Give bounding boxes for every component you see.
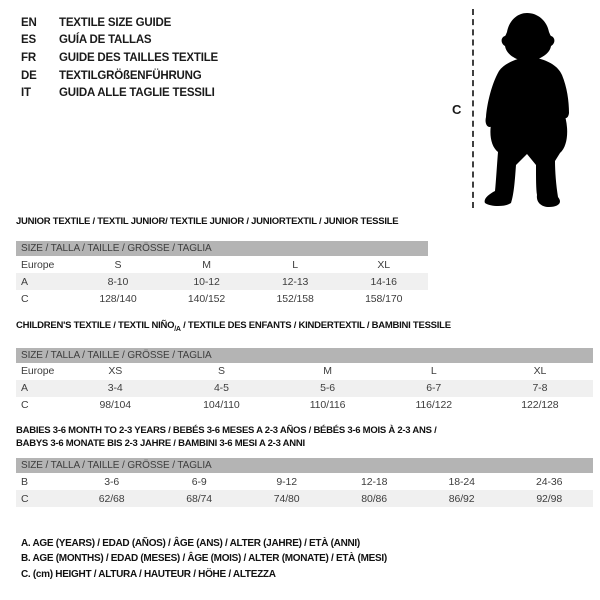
babies-title-line1: BABIES 3-6 MONTH TO 2-3 YEARS / BEBÉS 3-6 MESES A 2-3 AÑOS / BÉBÉS 3-6 MOIS À 2-3 ANS /	[16, 425, 437, 436]
cell: XL	[533, 365, 547, 378]
cell: M	[323, 365, 332, 378]
babies-size-header-bar	[16, 458, 593, 473]
row-label: Europe	[21, 258, 55, 271]
lang-code-it: IT	[21, 87, 31, 100]
lang-label-en: TEXTILE SIZE GUIDE	[59, 16, 172, 29]
lang-code-en: EN	[21, 16, 37, 29]
row-label: A	[16, 273, 74, 290]
cell: 12-13	[251, 273, 340, 290]
cell: 8-10	[74, 273, 163, 290]
cell: 116/122	[415, 399, 452, 412]
lang-code-de: DE	[21, 69, 37, 82]
babies-size-header-label: SIZE / TALLA / TAILLE / GRÖSSE / TAGLIA	[16, 458, 593, 473]
cell: 86/92	[418, 490, 506, 507]
cell: 122/128	[521, 399, 559, 412]
height-measure-dashed-line	[472, 9, 474, 208]
row-label: A	[16, 380, 62, 397]
lang-label-it: GUIDA ALLE TAGLIE TESSILI	[59, 87, 215, 100]
height-marker-label: C	[452, 102, 462, 117]
junior-table-title: JUNIOR TEXTILE / TEXTIL JUNIOR/ TEXTILE JUNIOR / JUNIORTEXTIL / JUNIOR TESSILE	[16, 216, 399, 227]
cell: 110/116	[309, 399, 346, 412]
lang-label-es: GUÍA DE TALLAS	[59, 34, 152, 47]
table-row	[16, 273, 428, 290]
table-row	[16, 397, 593, 414]
table-row	[16, 256, 428, 273]
children-size-header-bar	[16, 348, 593, 363]
lang-label-fr: GUIDE DES TAILLES TEXTILE	[59, 51, 218, 64]
cell: 74/80	[243, 490, 331, 507]
baby-silhouette-image	[481, 9, 573, 209]
babies-size-table	[16, 458, 593, 507]
row-label: C	[21, 292, 29, 305]
table-row	[16, 490, 593, 507]
children-title-subscript: /A	[174, 325, 181, 333]
babies-size-table-section	[16, 424, 593, 507]
row-label: C	[16, 490, 68, 507]
cell: 10-12	[162, 273, 251, 290]
cell: 140/152	[187, 292, 226, 305]
cell: L	[292, 258, 298, 271]
cell: 14-16	[339, 273, 428, 290]
table-row	[16, 290, 428, 307]
table-row	[16, 363, 593, 380]
legend-line-a: A. AGE (YEARS) / EDAD (AÑOS) / ÂGE (ANS) / ALTER (JAHRE) / ETÀ (ANNI)	[21, 538, 360, 549]
cell: 62/68	[68, 490, 156, 507]
junior-size-table-section	[16, 215, 428, 307]
lang-row-en	[21, 14, 218, 32]
row-label: C	[21, 399, 29, 412]
table-row	[16, 473, 593, 490]
children-size-table-section	[16, 319, 593, 414]
junior-size-table	[16, 241, 428, 307]
children-title-post: / TEXTILE DES ENFANTS / KINDERTEXTIL / BAMBINI TESSILE	[180, 320, 451, 331]
measurement-legend	[21, 536, 387, 582]
cell: 152/158	[276, 292, 314, 305]
cell: 9-12	[276, 475, 297, 488]
babies-title-line2: BABYS 3-6 MONATE BIS 2-3 JAHRE / BAMBINI 3-6 MESI A 2-3 ANNI	[16, 438, 305, 449]
cell: 18-24	[448, 475, 475, 488]
cell: M	[202, 258, 211, 271]
children-title-pre: CHILDREN'S TEXTILE / TEXTIL NIÑO	[16, 320, 175, 331]
cell: XL	[377, 258, 391, 271]
lang-row-fr	[21, 49, 218, 67]
cell: 5-6	[274, 380, 380, 397]
cell: S	[114, 258, 122, 271]
babies-table-title	[16, 424, 593, 450]
row-label: B	[21, 475, 28, 488]
cell: 24-36	[536, 475, 563, 488]
children-table-title	[16, 319, 593, 336]
cell: 3-6	[104, 475, 120, 488]
cell: 158/170	[365, 292, 403, 305]
row-label: Europe	[21, 365, 55, 378]
cell: 92/98	[505, 490, 593, 507]
junior-size-header-label: SIZE / TALLA / TAILLE / GRÖSSE / TAGLIA	[16, 241, 428, 256]
cell: 4-5	[168, 380, 274, 397]
cell: 6-7	[381, 380, 487, 397]
lang-label-de: TEXTILGRÖßENFÜHRUNG	[59, 69, 202, 82]
junior-size-header-bar	[16, 241, 428, 256]
cell: 6-9	[191, 475, 207, 488]
children-size-header-label: SIZE / TALLA / TAILLE / GRÖSSE / TAGLIA	[16, 348, 593, 363]
legend-line-b: B. AGE (MONTHS) / EDAD (MESES) / ÂGE (MOIS) / ALTER (MONATE) / ETÀ (MESI)	[21, 553, 387, 565]
cell: L	[430, 365, 437, 378]
language-title-list	[21, 14, 218, 102]
lang-row-es	[21, 32, 218, 50]
lang-code-es: ES	[21, 34, 36, 47]
cell: 128/140	[99, 292, 137, 305]
lang-code-fr: FR	[21, 51, 36, 64]
table-row	[16, 380, 593, 397]
cell: XS	[108, 365, 123, 378]
lang-row-de	[21, 67, 218, 85]
lang-row-it	[21, 84, 218, 102]
cell: 12-18	[360, 475, 388, 488]
cell: S	[217, 365, 225, 378]
cell: 80/86	[330, 490, 418, 507]
cell: 98/104	[99, 399, 131, 412]
cell: 104/110	[203, 399, 240, 412]
cell: 3-4	[62, 380, 168, 397]
cell: 68/74	[155, 490, 243, 507]
legend-line-c: C. (cm) HEIGHT / ALTURA / HAUTEUR / HÖHE / ALTEZZA	[21, 568, 276, 580]
cell: 7-8	[487, 380, 593, 397]
children-size-table	[16, 348, 593, 414]
